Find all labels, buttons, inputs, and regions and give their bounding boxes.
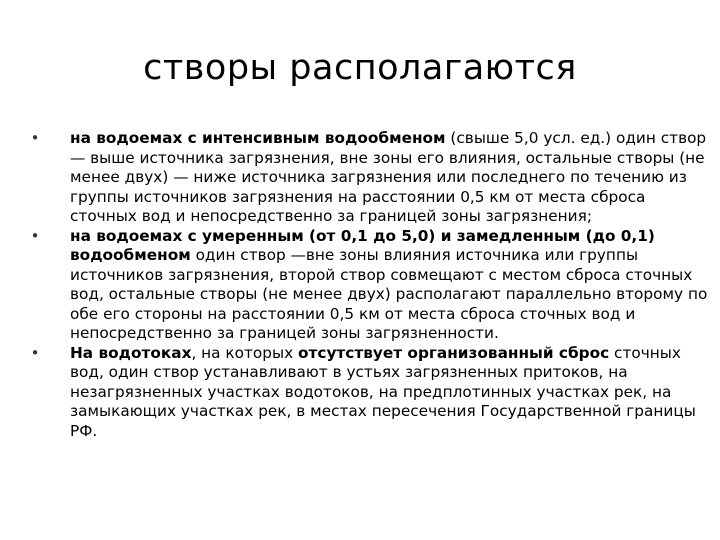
bullet-dot-icon: • bbox=[30, 129, 40, 147]
bullet-dot-icon: • bbox=[30, 226, 40, 245]
bullet-regular-text: , на которых bbox=[191, 343, 298, 362]
slide-title: створы располагаются bbox=[143, 48, 577, 88]
bullet-regular-text: один створ —вне зоны влияния источника или группы источников загрязнения, второй створ совмещают с местом сброса сточных вод, остальные створы (не менее двух) располагают параллельно второму по обе его стороны на расстоянии 0,5 км от места сброса сточных вод и непосредственно за границей зоны загрязненности. bbox=[70, 246, 708, 342]
bullet-dot-icon: • bbox=[30, 343, 40, 362]
bullet-list bbox=[28, 129, 708, 441]
bullet-regular-text: сточных вод, один створ устанавливают в устьях загрязненных притоков, на незагрязненных участках водотоков, на предплотинных участках рек, на замыкающих участках рек, в местах пересечения Государственной границы РФ. bbox=[70, 343, 696, 440]
bullet-item-intensive-exchange bbox=[28, 129, 708, 227]
bullet-item-watercourses bbox=[28, 344, 708, 442]
bullet-bold-text: на водоемах с интенсивным водообменом bbox=[70, 129, 446, 147]
bullet-item-moderate-exchange bbox=[28, 227, 708, 344]
bullet-bold-text: на водоемах с умеренным (от 0,1 до 5,0) и замедленным (до 0,1) водообменом bbox=[70, 226, 655, 264]
bullet-bold-text: отсутствует организованный сброс bbox=[298, 343, 610, 362]
bullet-regular-text: (свыше 5,0 усл. ед.) один створ — выше источника загрязнения, вне зоны его влияния, остальные створы (не менее двух) — ниже источника загрязнения или последнего по течению из группы источников загрязнения на расстоянии 0,5 км от места сброса сточных вод и непосредственно за границей зоны загрязнения; bbox=[70, 129, 707, 225]
bullet-text bbox=[70, 227, 708, 344]
bullet-text bbox=[70, 344, 708, 442]
bullet-bold-text: На водотоках bbox=[70, 343, 192, 362]
bullet-text bbox=[70, 129, 708, 227]
